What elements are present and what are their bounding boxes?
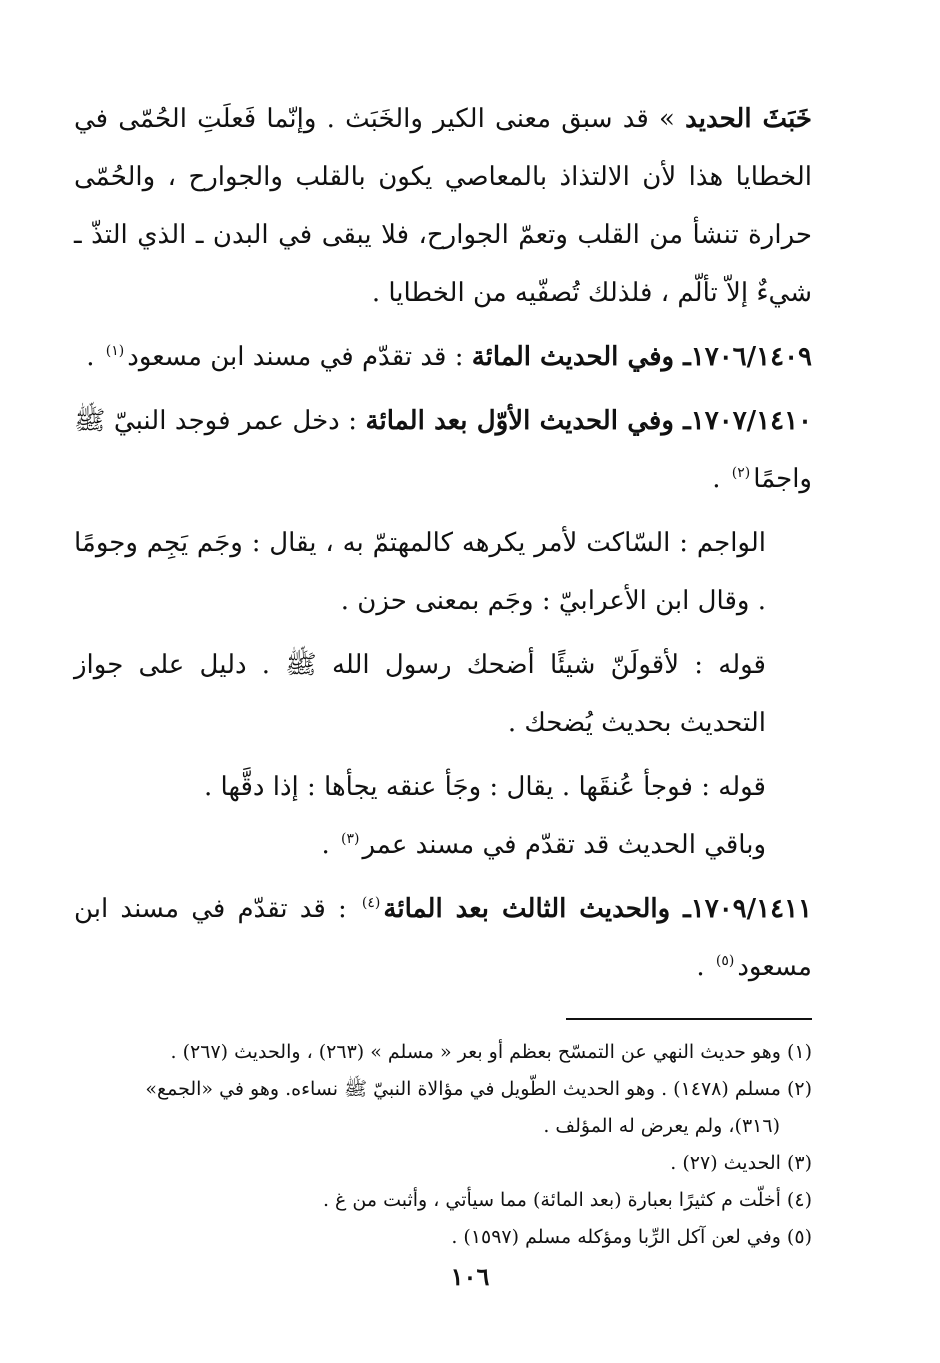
paragraph-hadith-1409 [74, 328, 812, 386]
footnote-5: (٥) وفي لعن آكل الرِّبا ومؤكله مسلم (١٥٩٧) . [451, 1226, 812, 1248]
paragraph-qawluh-2: قوله : فوجأ عُنقَها . يقال : وجَأ عنقه يجأها : إذا دقَّها . [204, 772, 766, 802]
hadith-heading: ١٧٠٦/١٤٠٩ـ وفي الحديث المائة [471, 342, 812, 372]
paragraph-heading: خَبَثَ الحديد [685, 104, 812, 134]
paragraph-hadith-1410 [74, 392, 812, 508]
hadith-heading: ١٧٠٩/١٤١١ـ والحديث الثالث بعد المائة [383, 894, 812, 924]
paragraph-text: : قد تقدّم في مسند ابن مسعود [74, 894, 812, 982]
paragraph-end: . [696, 952, 713, 982]
hadith-heading: ١٧٠٧/١٤١٠ـ وفي الحديث الأوّل بعد المائة [365, 406, 813, 436]
paragraph-baqi [74, 816, 812, 874]
paragraph-text: وباقي الحديث قد تقدّم في مسند عمر [362, 830, 766, 860]
footnote-ref: (٣) [340, 831, 360, 848]
paragraph-wajim: الواجم : السّاكت لأمر يكرهه كالمهتمّ به ، يقال : وجَم يَجِم وجومًا . وقال ابن الأعرابيّ : وجَم بمعنى حزن . [74, 528, 766, 616]
footnote-ref: (١) [105, 343, 125, 360]
paragraph-end: . [712, 464, 729, 494]
footnote-ref: (٥) [715, 953, 735, 970]
footnote-4: (٤) أخلّت م كثيرًا بعبارة (بعد المائة) مما سيأتي ، وأثبت من غ . [322, 1189, 812, 1211]
paragraph-qawluh-1: قوله : لأقولَنّ شيئًا أضحك رسول الله ﷺ . دليل على جواز التحديث بحديث يُضحك . [74, 650, 766, 738]
page-number: ١٠٦ [450, 1262, 490, 1291]
paragraph-text: : دخل عمر فوجد النبيّ ﷺ واجمًا [74, 406, 812, 494]
footnote-2: (٢) مسلم (١٤٧٨) . وهو الحديث الطّويل في مؤالاة النبيّ ﷺ نساءه. وهو في «الجمع» [145, 1078, 812, 1100]
paragraph-end: . [321, 830, 338, 860]
paragraph-hadith-1411 [74, 880, 812, 996]
footnote-ref: (٢) [731, 465, 751, 482]
footnote-2-continued: (٣١٦)، ولم يعرض له المؤلف . [543, 1115, 780, 1137]
footnote-ref: (٤) [361, 895, 381, 912]
paragraph-end: . [86, 342, 103, 372]
paragraph-khabath [74, 90, 812, 322]
footnote-divider [566, 1018, 812, 1020]
paragraph-text: » قد سبق معنى الكير والخَبَث . وإنّما فَعلَتِ الحُمّى في الخطايا هذا لأن الالتذاذ بالمعاصي يكون بالقلب والجوارح ، والحُمّى حرارة تنشأ من القلب وتعمّ الجوارح، فلا يبقى في البدن ـ الذي التذّ ـ شيءٌ إلاّ تألّم ، فلذلك تُصفّيه من الخطايا . [74, 104, 812, 308]
footnote-1: (١) وهو حديث النهي عن التمسّح بعظم أو بعر « مسلم » (٢٦٣) ، والحديث (٢٦٧) . [170, 1041, 812, 1063]
footnote-3: (٣) الحديث (٢٧) . [670, 1152, 812, 1174]
paragraph-text: : قد تقدّم في مسند ابن مسعود [127, 342, 472, 372]
